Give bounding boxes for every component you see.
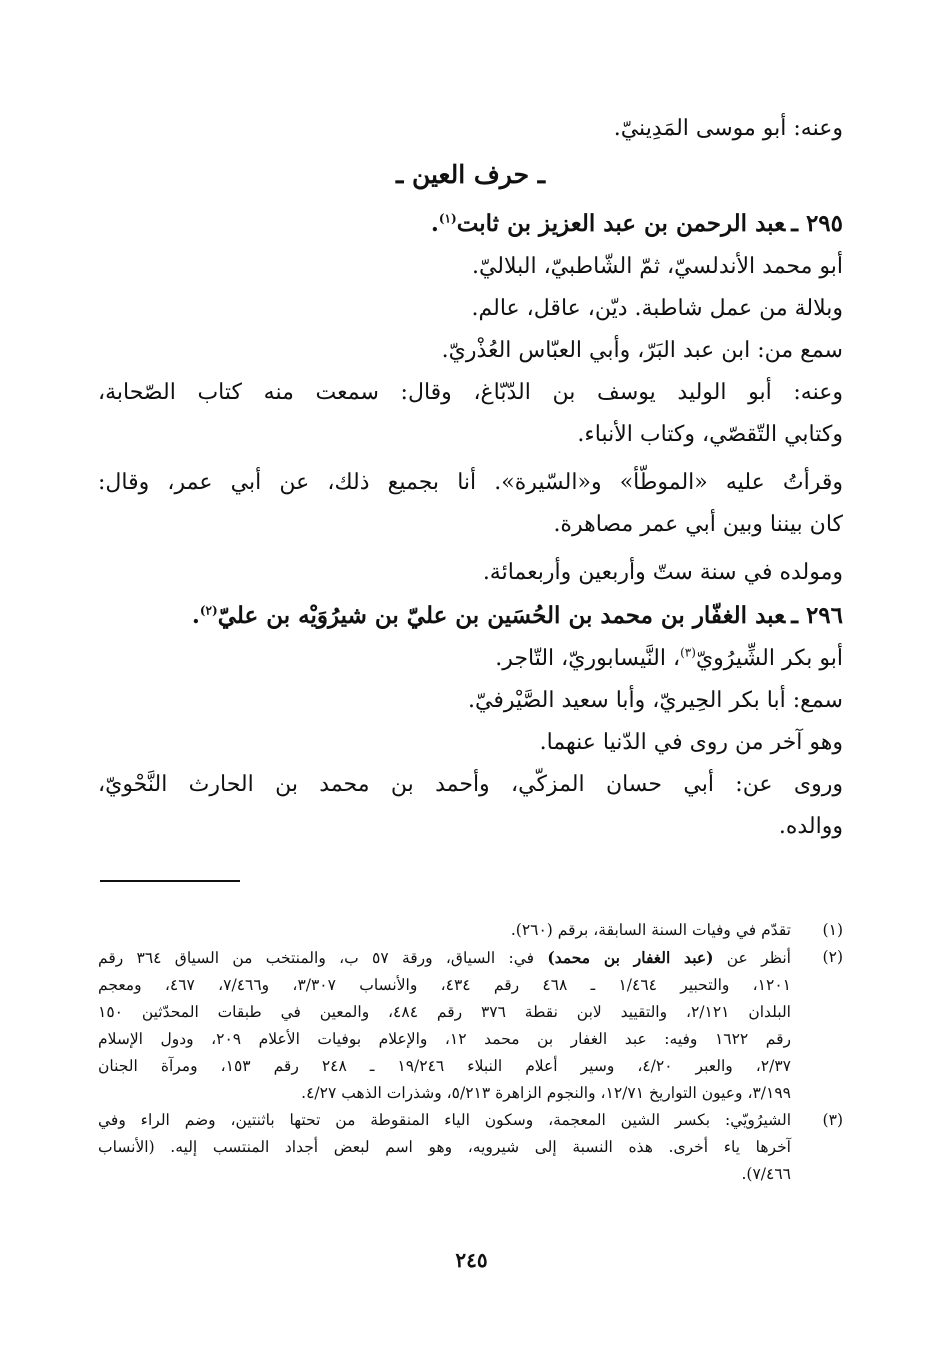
footnote-2-bold-name: (عبد الغفار بن محمد) (547, 948, 714, 967)
footnote-ref-1: (١) (438, 211, 457, 226)
entry-295-number: ٢٩٥ ـ (791, 210, 843, 237)
entry-295-line-7: كان بيننا وبين أبي عمر مصاهرة. (553, 512, 843, 537)
entry-295-name: عبد الرحمن بن عبد العزيز بن ثابت (456, 210, 786, 237)
footnote-2-number: (٢) (822, 948, 843, 966)
main-text (98, 108, 843, 848)
footnotes (98, 917, 843, 1188)
entry-296-line-2: سمع: أبا بكر الحِيريّ، وأبا سعيد الصَّيْرفيّ. (467, 688, 843, 713)
entry-295-line-3: سمع من: ابن عبد البَرّ، وأبي العبّاس العُذْريّ. (441, 338, 843, 363)
footnote-2-line-5: ٢/٣٧، والعبر ٤/٢٠، وسير أعلام النبلاء ١٩/٢٤٦ ـ ٢٤٨ رقم ١٥٣، ومرآة الجنان (98, 1057, 791, 1075)
footnote-1-line: تقدّم في وفيات السنة السابقة، برقم (٢٦٠). (510, 921, 791, 939)
footnote-2 (98, 944, 843, 1107)
footnote-2-line-6: ٣/١٩٩، وعيون التواريخ ١٢/٧١، والنجوم الزاهرة ٥/٢١٣، وشذرات الذهب ٤/٢٧. (301, 1084, 791, 1102)
entry-296-line-1-start: أبو بكر الشِّيرُويّ (695, 646, 843, 671)
entry-295-line-1: أبو محمد الأندلسيّ، ثمّ الشّاطبيّ، البلاليّ. (471, 254, 843, 279)
entry-295-line-2: وبلالة من عمل شاطبة. ديّن، عاقل، عالم. (471, 296, 843, 321)
entry-296-title (98, 594, 843, 638)
footnote-3-line-3: ٧/٤٦٦). (741, 1165, 791, 1183)
footnote-2-line-3: البلدان ٢/١٢١، والتقييد لابن نقطة ٣٧٦ رقم ٤٨٤، والمعين في طبقات المحدّثين ١٥٠ (98, 1003, 791, 1021)
footnote-2-line-1 (98, 944, 791, 972)
page-number: ٢٤٥ (455, 1248, 488, 1272)
entry-296-line-3: وهو آخر من روى في الدّنيا عنهما. (539, 730, 843, 755)
footnote-ref-3: (٣) (680, 645, 696, 660)
entry-295-name-end: . (430, 210, 439, 237)
section-heading: ـ حرف العين ـ (395, 160, 546, 189)
footnote-ref-2: (٢) (199, 603, 218, 618)
footnote-3 (98, 1107, 843, 1188)
footnote-1-number: (١) (822, 921, 843, 939)
entry-296-line-4: وروى عن: أبي حسان المزكّي، وأحمد بن محمد بن الحارث النَّحْويّ، (98, 772, 843, 797)
footnote-2-line-4: رقم ١٦٢٢ وفيه: عبد الغفار بن محمد ١٢، والإعلام بوفيات الأعلام ٢٠٩، ودول الإسلام (98, 1030, 791, 1048)
entry-295-line-4: وعنه: أبو الوليد يوسف بن الدّبّاغ، وقال: سمعت منه كتاب الصّحابة، (98, 380, 843, 405)
entry-295-line-5: وكتابي التّقصّي، وكتاب الأنباء. (577, 422, 843, 447)
entry-296-name: عبد الغفّار بن محمد بن الحُسَين بن عليّ بن شيرُوَيْه بن عليّ (217, 602, 786, 629)
footnote-1 (98, 917, 843, 944)
entry-296-line-1-end: ، النَّيسابوريّ، التّاجر. (495, 646, 681, 671)
footnote-2-rest: في: السياق، ورقة ٥٧ ب، والمنتخب من السياق ٣٦٤ رقم (98, 949, 535, 967)
footnote-3-line-1: الشيرُويّي: بكسر الشين المعجمة، وسكون الياء المنقوطة من تحتها باثنتين، وضم الراء وفي (98, 1111, 791, 1129)
entry-296-name-end: . (191, 602, 200, 629)
footnote-2-prefix: أنظر عن (726, 949, 791, 967)
footnote-3-line-2: آخرها ياء أخرى. هذه النسبة إلى شيرويه، وهو اسم لبعض أجداد المنتسب إليه. (الأنساب (98, 1138, 791, 1156)
entry-296-number: ٢٩٦ ـ (791, 602, 843, 629)
footnote-3-number: (٣) (822, 1111, 843, 1129)
entry-295-line-8: ومولده في سنة ستّ وأربعين وأربعمائة. (482, 560, 843, 585)
footnote-separator (100, 880, 240, 882)
entry-296-line-1 (98, 638, 843, 680)
footnote-2-line-2: ١٢٠١، والتحبير ١/٤٦٤ ـ ٤٦٨ رقم ٤٣٤، والأنساب ٣/٣٠٧، و٧/٤٦٦، ٤٦٧، ومعجم (98, 976, 791, 994)
intro-line: وعنه: أبو موسى المَدِينيّ. (613, 116, 843, 141)
entry-295-line-6: وقرأتُ عليه «الموطّأ» و«السّيرة». أنا بجميع ذلك، عن أبي عمر، وقال: (98, 470, 843, 495)
entry-296-line-5: ووالده. (778, 814, 843, 839)
entry-295-title (98, 202, 843, 246)
